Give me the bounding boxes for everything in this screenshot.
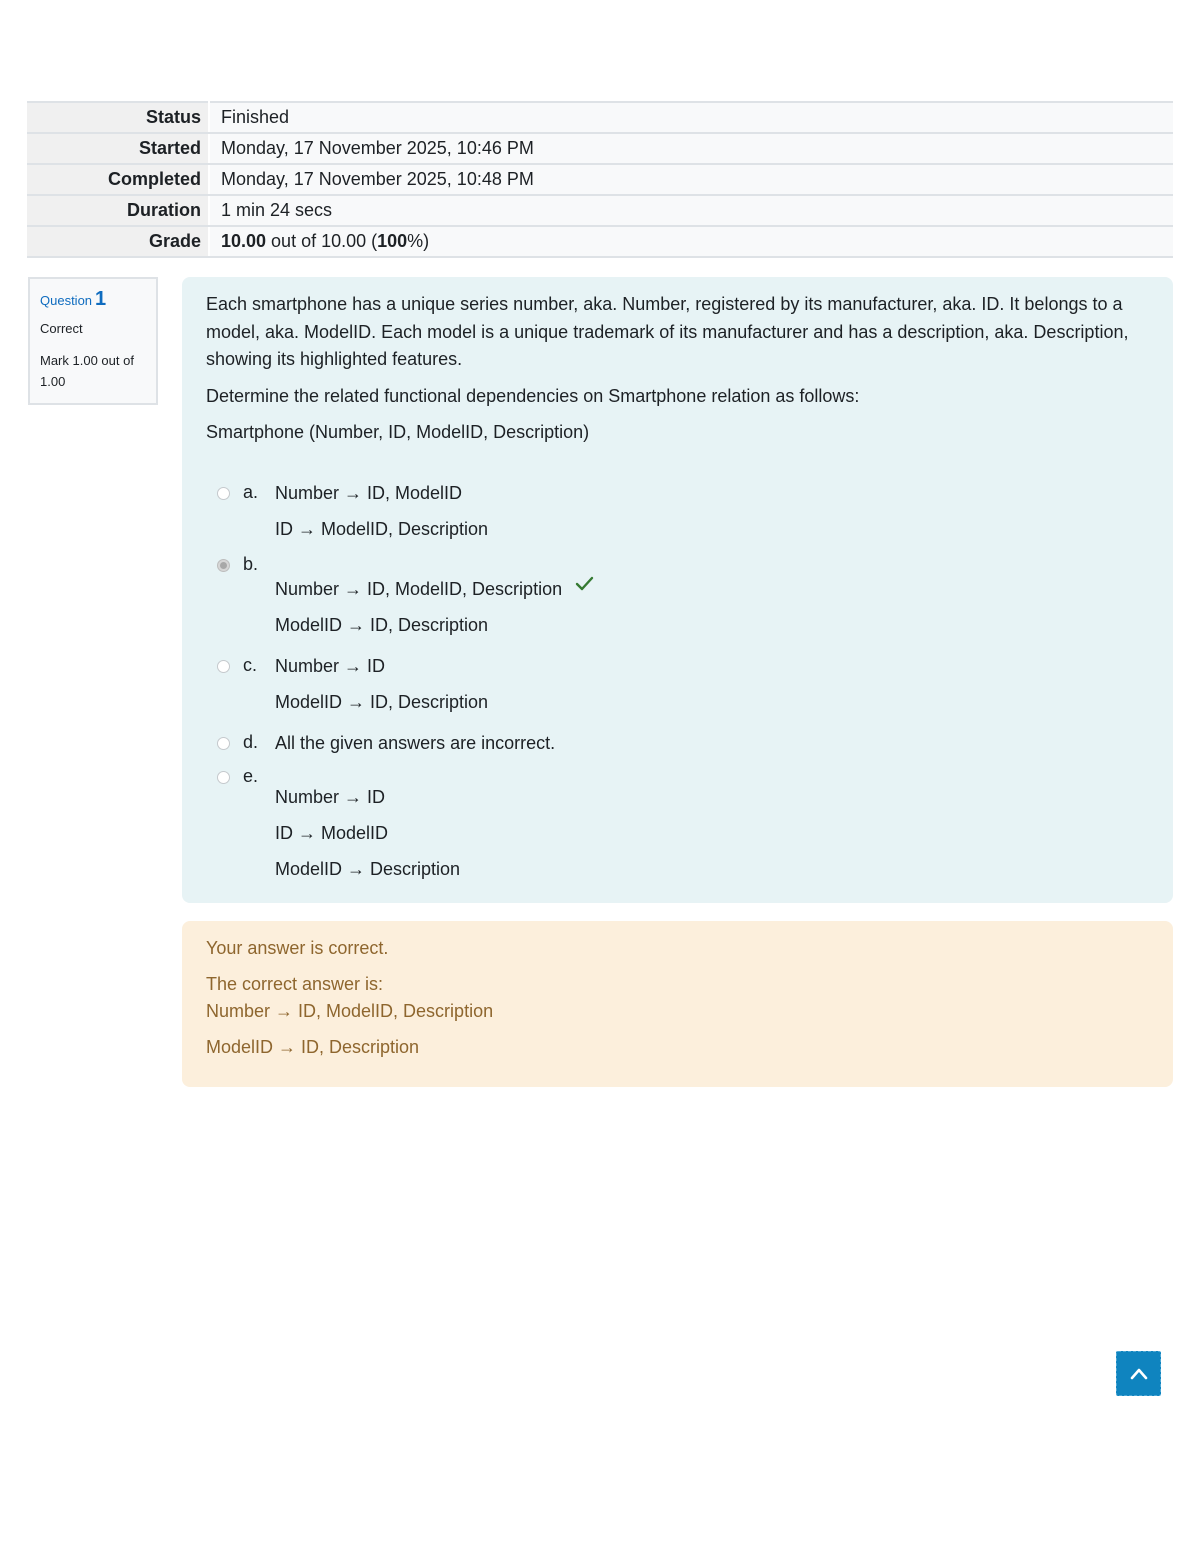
grade-score: 10.00	[221, 231, 267, 251]
answer-line: Number → ID, ModelID, Description	[275, 578, 563, 599]
answer-feedback	[182, 921, 1173, 1087]
answer-line: ModelID → Description	[275, 858, 461, 879]
answer-letter: a.	[243, 481, 259, 502]
answer-line: Number → ID, ModelID	[275, 482, 463, 503]
check-icon	[575, 567, 594, 603]
back-to-top-button[interactable]	[1116, 1351, 1161, 1396]
summary-label: Grade	[27, 226, 209, 257]
answer-letter: d.	[243, 731, 259, 752]
question-paragraph: Determine the related functional dependencies on Smartphone relation as follows:	[206, 385, 860, 406]
summary-label: Duration	[27, 195, 209, 226]
answer-line: ModelID → ID, Description	[275, 691, 489, 712]
answer-line: Number → ID	[275, 655, 386, 676]
answer-option-d[interactable]	[206, 725, 1149, 761]
attempt-summary-table	[27, 101, 1173, 258]
question-formulation	[182, 277, 1173, 903]
summary-row-status	[27, 102, 1173, 133]
answer-line: ID → ModelID	[275, 822, 389, 843]
question-info-box	[28, 277, 158, 405]
summary-value-grade	[209, 226, 1173, 257]
feedback-correct-line: ModelID → ID, Description	[206, 1037, 420, 1057]
summary-row-completed	[27, 164, 1173, 195]
answer-option-a[interactable]	[206, 475, 1149, 547]
feedback-correct-label: The correct answer is:	[206, 974, 384, 994]
radio-button-c[interactable]	[217, 660, 230, 673]
question-paragraph: Smartphone (Number, ID, ModelID, Description)	[206, 422, 590, 442]
answer-letter: e.	[243, 765, 259, 786]
feedback-result: Your answer is correct.	[206, 938, 389, 958]
summary-value: 1 min 24 secs	[209, 195, 1173, 226]
answer-options	[206, 475, 1149, 887]
question-number	[40, 288, 146, 311]
answer-letter: b.	[243, 553, 259, 574]
question-number-value: 1	[95, 288, 107, 310]
summary-row-grade	[27, 226, 1173, 257]
summary-label: Status	[27, 102, 209, 133]
summary-label: Completed	[27, 164, 209, 195]
feedback-correct-line: Number → ID, ModelID, Description	[206, 1001, 494, 1021]
answer-line: ID → ModelID, Description	[275, 518, 489, 539]
answer-letter: c.	[243, 654, 258, 675]
question-prefix: Question	[40, 293, 93, 308]
radio-button-e[interactable]	[217, 771, 230, 784]
summary-value: Monday, 17 November 2025, 10:48 PM	[209, 164, 1173, 195]
answer-option-b[interactable]	[206, 554, 1149, 643]
radio-button-d[interactable]	[217, 737, 230, 750]
question-text	[206, 291, 1149, 447]
radio-button-a[interactable]	[217, 487, 230, 500]
answer-line: Number → ID	[275, 786, 386, 807]
question-paragraph: Each smartphone has a unique series number, aka. Number, registered by its manufacturer, aka. ID. It belongs to a model, aka. ModelID. Each model is a unique trademark of its manufacturer and has a description, aka. Description, showing its highlighted features.	[206, 294, 1129, 369]
summary-label: Started	[27, 133, 209, 164]
grade-percent: 100	[377, 231, 408, 251]
chevron-up-icon	[1129, 1364, 1149, 1384]
answer-option-c[interactable]	[206, 648, 1149, 720]
answer-line: ModelID → ID, Description	[275, 614, 489, 635]
summary-value: Finished	[209, 102, 1173, 133]
grade-middle: out of 10.00 (	[266, 231, 378, 251]
answer-option-e[interactable]	[206, 766, 1149, 887]
summary-row-started	[27, 133, 1173, 164]
answer-line-with-check	[275, 567, 1149, 607]
summary-row-duration	[27, 195, 1173, 226]
radio-button-b[interactable]	[217, 559, 230, 572]
grade-suffix: %)	[407, 231, 430, 251]
question-state: Correct	[40, 321, 83, 336]
summary-value: Monday, 17 November 2025, 10:46 PM	[209, 133, 1173, 164]
question-mark: Mark 1.00 out of 1.00	[40, 353, 134, 389]
answer-line: All the given answers are incorrect.	[275, 732, 556, 753]
